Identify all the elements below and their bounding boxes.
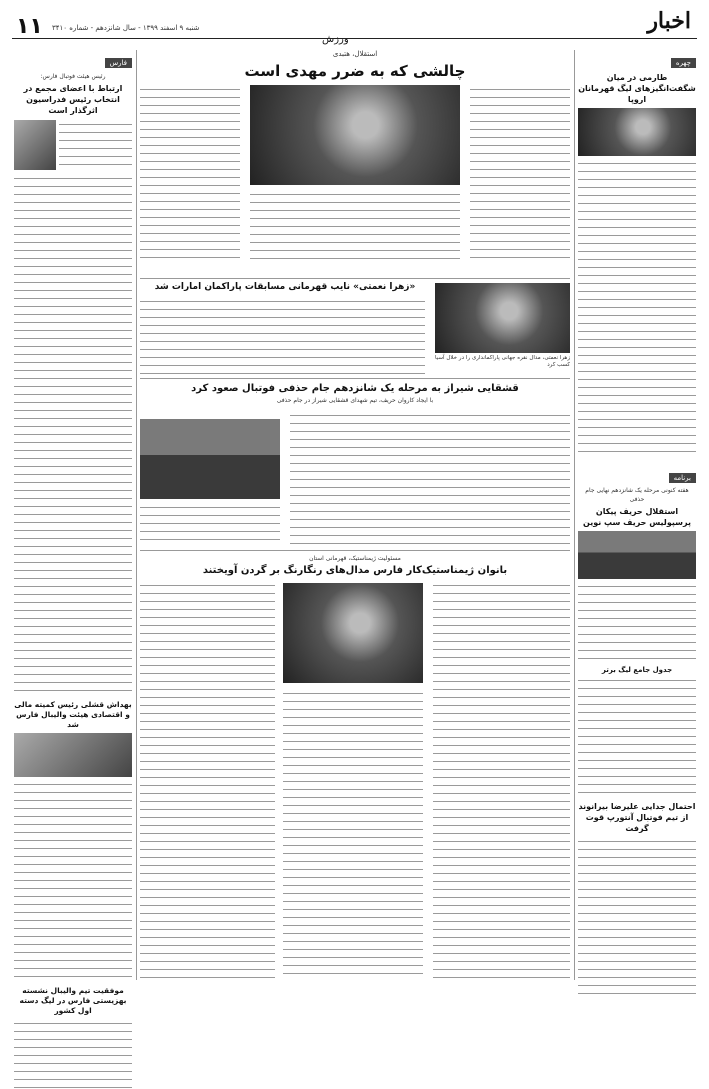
- left-column: [14, 50, 132, 1015]
- right-story3-text: [578, 837, 696, 997]
- column-rule: [574, 50, 575, 980]
- futsal-caption-text: [140, 503, 280, 545]
- lead-text-left: [140, 85, 240, 265]
- karate-caption: زهرا نعمتی، مدال نقره جهانی پاراکمانداری را در خلال آسیا کسب کرد: [435, 355, 570, 368]
- story3-headline: موفقیت تیم والیبال نشسته بهزیستی فارس در لیگ دسته اول کشور: [19, 986, 127, 1015]
- lead-story: [140, 50, 570, 272]
- right-story1-text: [578, 159, 696, 459]
- story3-text: [14, 1019, 132, 1089]
- futsal-team-photo: [140, 419, 280, 499]
- standings-list: [578, 676, 696, 796]
- story1-headline: ارتباط با اعضای مجمع در انتخاب رئیس فدراسیون اثرگذار است: [23, 84, 123, 115]
- lead-photo: [250, 85, 460, 185]
- right-column: [578, 50, 696, 980]
- futsal-headline: قشقایی شیراز به مرحله یک شانزدهم جام حذفی فوتبال صعود کرد: [191, 383, 519, 394]
- left-column-label: فارس: [105, 58, 132, 68]
- gymnast-text-right: [433, 581, 570, 979]
- futsal-story: [140, 378, 570, 548]
- column-rule: [136, 50, 137, 980]
- right-story1-photo: [578, 108, 696, 156]
- gymnast-kicker: مسئولیت ژیمناستیک، قهرمانی استان: [309, 555, 401, 562]
- right-label-2: برنامه: [669, 473, 696, 483]
- gymnast-photo: [283, 583, 423, 683]
- gymnast-headline: بانوان ژیمناستیک‌کار فارس مدال‌های رنگارنگ بر گردن آویختند: [202, 565, 508, 576]
- page-header: [12, 8, 697, 46]
- right-story3-headline: احتمال جدایی علیرضا بیرانوند از تیم فوتبال آنتورپ قوت گرفت: [578, 802, 696, 833]
- lead-kicker: استقلال، هتبدی: [332, 50, 378, 58]
- lead-text-center: [250, 190, 460, 265]
- right-story2-photo: [578, 531, 696, 579]
- futsal-subhead: با ایجاد کاروان حریف، تیم شهدای قشقایی شیراز در جام حذفی: [276, 397, 434, 404]
- lead-text-right: [470, 85, 570, 265]
- story1-body: [59, 120, 132, 170]
- karate-headline: «زهرا نعمتی» نایب قهرمانی مسابقات پاراکمان امارات شد: [154, 282, 416, 292]
- karate-photo: [435, 283, 570, 353]
- story1-kicker: رئیس هیئت فوتبال فارس:: [40, 73, 106, 80]
- karate-text: [140, 297, 425, 375]
- standings-title: جدول جامع لیگ برتر: [601, 666, 673, 674]
- gymnast-story: [140, 550, 570, 980]
- right-story2-kicker: هفته کنونی مرحله یک شانزدهم نهایی جام حذفی: [585, 487, 689, 503]
- story2-photo: [14, 733, 132, 777]
- page-number: ۱۱: [16, 14, 43, 39]
- header-rule: [12, 38, 697, 39]
- futsal-text: [290, 411, 570, 545]
- right-story1-headline: طارمی در میان شگفت‌انگیزهای لیگ قهرمانان اروپا: [578, 73, 696, 104]
- right-label-1: چهره: [671, 58, 696, 68]
- section-title: ورزش: [322, 34, 349, 45]
- story2-text: [14, 780, 132, 980]
- story2-headline: بهداش قشلی رئیس کمیته مالی و اقتصادی هیئت والیبال فارس شد: [14, 700, 132, 729]
- lead-headline: چالشی که به ضرر مهدی است: [244, 62, 466, 80]
- karate-story: [140, 278, 570, 376]
- story1-text: [14, 174, 132, 694]
- gymnast-text-center: [283, 689, 423, 979]
- story1-portrait: [14, 120, 56, 170]
- date-line: شنبه ۹ اسفند ۱۳۹۹ - سال شانزدهم - شماره ۳۴۱۰: [52, 24, 200, 32]
- right-story2-headline: استقلال حریف پیکان پرسپولیس حریف سپ نوین: [583, 507, 691, 527]
- right-story2-text: [578, 582, 696, 662]
- gymnast-text-left: [140, 581, 275, 979]
- newspaper-logo: اخبار: [647, 8, 691, 34]
